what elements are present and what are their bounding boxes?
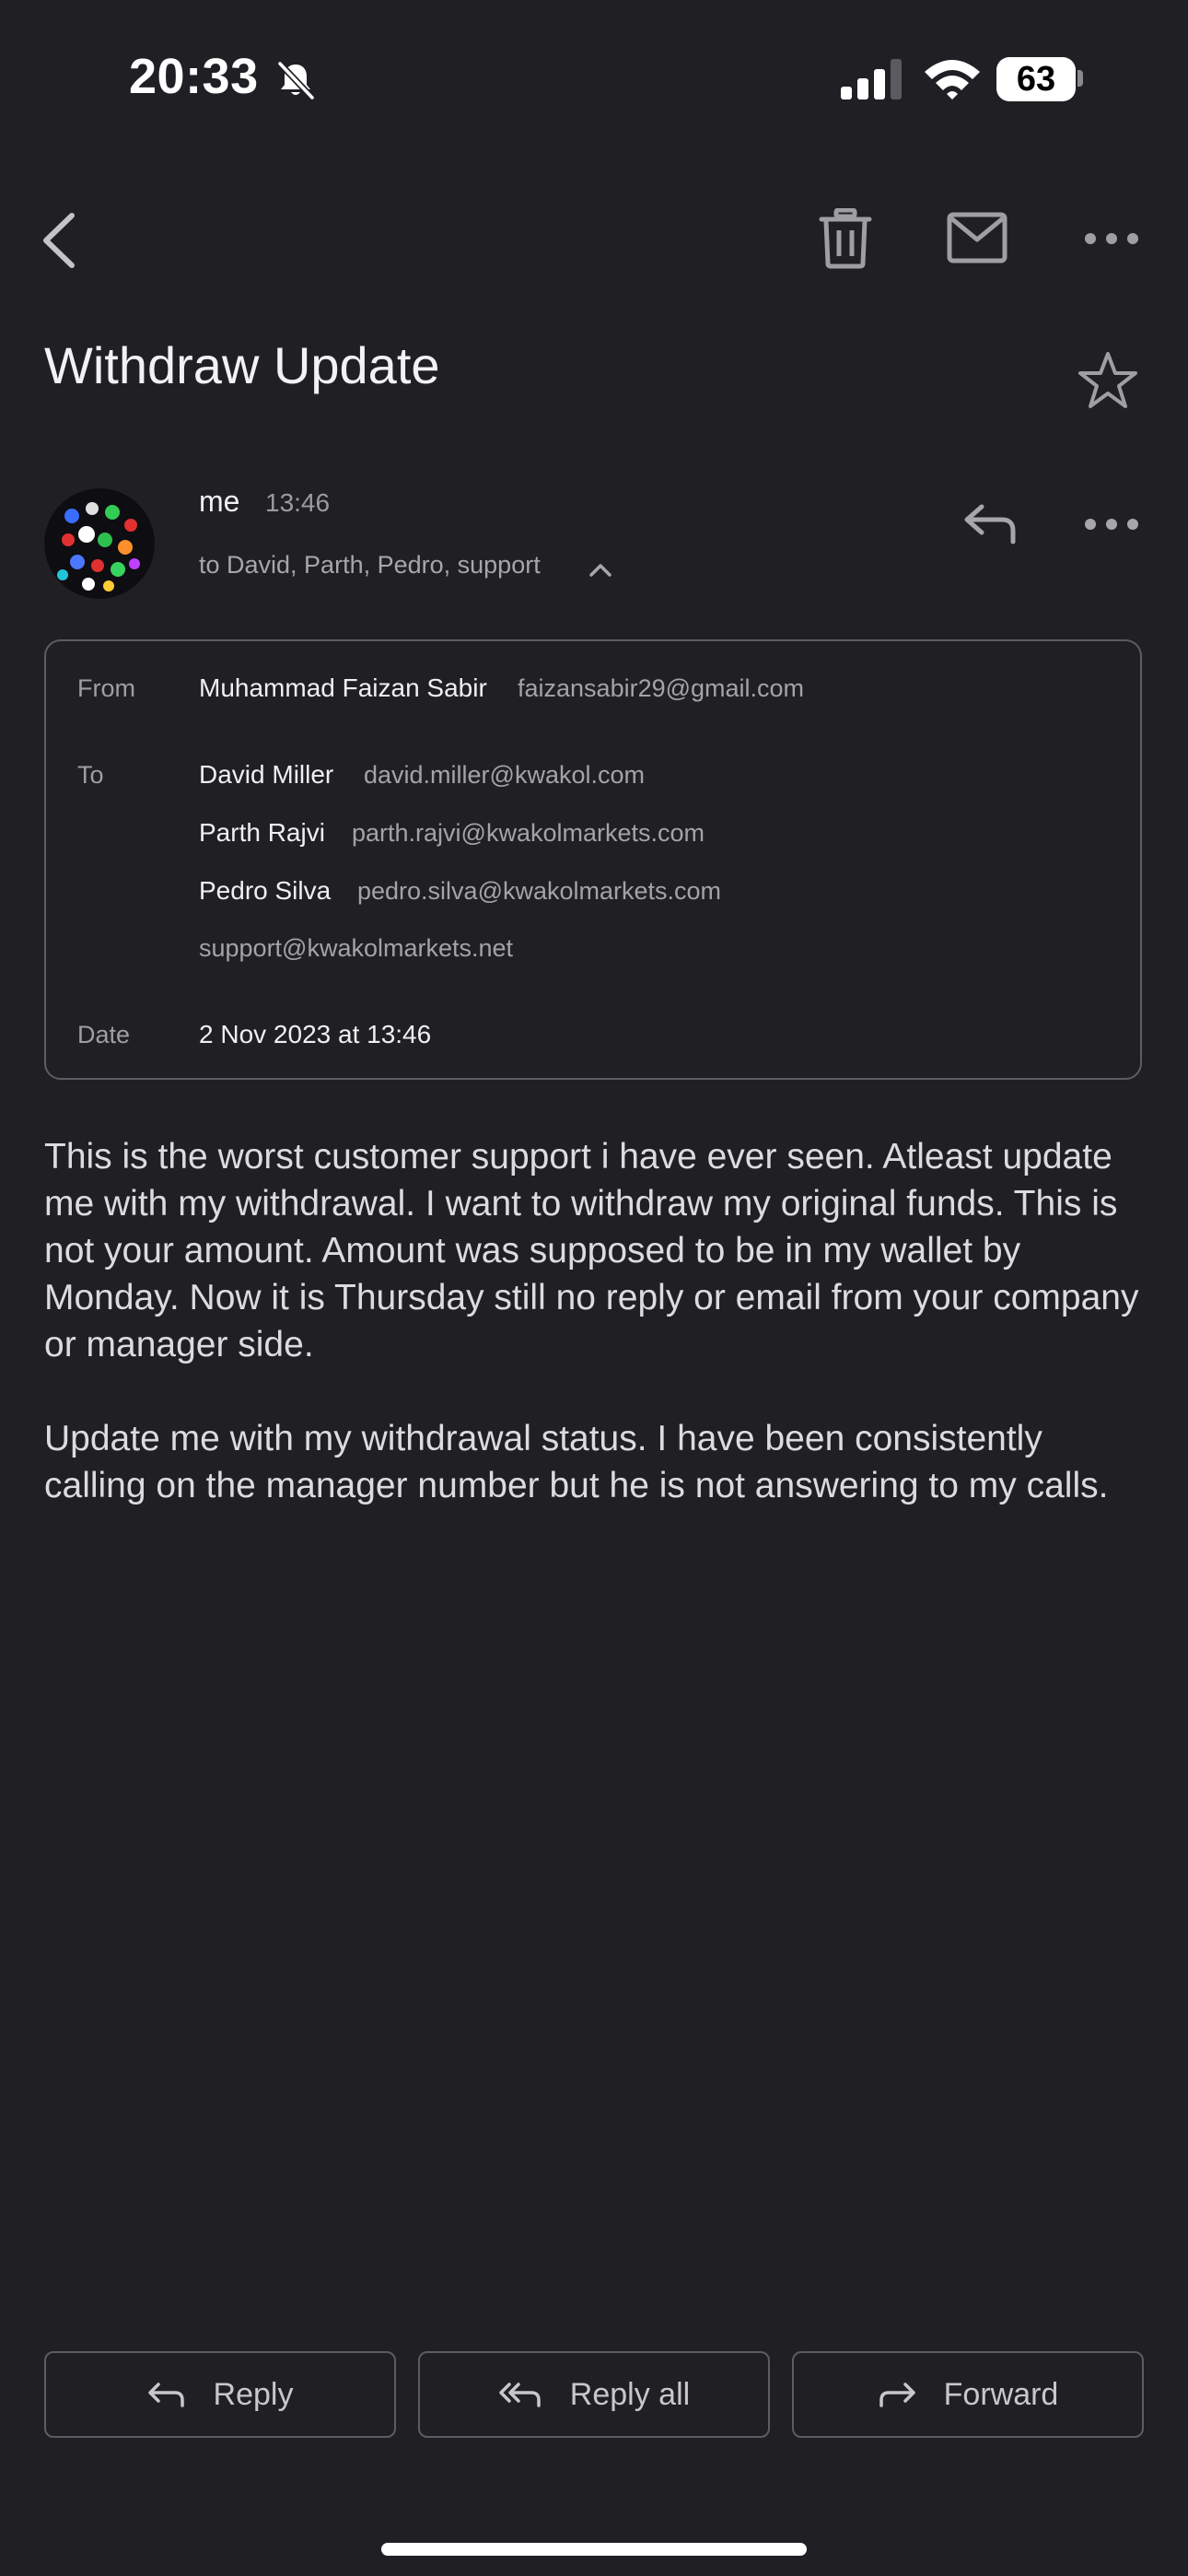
mail-icon[interactable] xyxy=(947,212,1007,263)
to-name-2: Parth Rajvi xyxy=(199,818,325,847)
reply-all-icon xyxy=(498,2381,542,2408)
email-subject: Withdraw Update xyxy=(44,336,440,394)
email-details-panel xyxy=(44,639,1142,1080)
to-name-3: Pedro Silva xyxy=(199,876,332,905)
home-indicator[interactable] xyxy=(381,2543,807,2556)
reply-icon[interactable] xyxy=(961,499,1019,547)
signal-icon xyxy=(841,59,903,100)
from-name: Muhammad Faizan Sabir xyxy=(199,673,487,702)
bell-slash-icon xyxy=(274,59,317,101)
from-label: From xyxy=(77,674,135,702)
reply-all-button[interactable] xyxy=(418,2351,770,2438)
to-email-3[interactable]: pedro.silva@kwakolmarkets.com xyxy=(357,877,722,905)
to-name-1: David Miller xyxy=(199,760,334,789)
wifi-icon xyxy=(923,57,982,100)
chevron-up-icon[interactable] xyxy=(588,560,613,579)
to-label: To xyxy=(77,761,104,789)
email-body-paragraph-2: Update me with my withdrawal status. I have been consistently calling on the manager number but he is not answering to my calls. xyxy=(44,1419,1109,1505)
status-time: 20:33 xyxy=(129,49,259,104)
from-email[interactable]: faizansabir29@gmail.com xyxy=(518,674,805,702)
reply-button[interactable] xyxy=(44,2351,396,2438)
message-more-icon[interactable] xyxy=(1083,510,1140,538)
sender-name: me xyxy=(199,485,240,518)
star-icon[interactable] xyxy=(1077,350,1138,411)
forward-label: Forward xyxy=(943,2376,1059,2412)
battery-icon xyxy=(996,57,1076,101)
email-body-paragraph-1: This is the worst customer support i have ever seen. Atleast update me with my withdrawal. I want to withdraw my original funds. This is not your amount. Amount was supposed to be in my wallet by Monday. Now it is Thursday still no reply or email from your company or manager side. xyxy=(44,1137,1139,1364)
date-value: 2 Nov 2023 at 13:46 xyxy=(199,1020,432,1048)
to-email-1[interactable]: david.miller@kwakol.com xyxy=(364,761,645,789)
reply-arrow-icon xyxy=(147,2381,186,2408)
recipients-summary[interactable]: to David, Parth, Pedro, support xyxy=(199,551,541,579)
forward-arrow-icon xyxy=(878,2381,916,2408)
to-email-2[interactable]: parth.rajvi@kwakolmarkets.com xyxy=(352,819,705,847)
reply-all-label: Reply all xyxy=(569,2376,691,2412)
battery-level: 63 xyxy=(1016,59,1056,99)
trash-icon[interactable] xyxy=(818,208,873,269)
avatar xyxy=(44,488,155,599)
more-icon[interactable] xyxy=(1083,225,1140,252)
back-icon[interactable] xyxy=(37,208,83,273)
forward-button[interactable] xyxy=(792,2351,1144,2438)
to-email-4[interactable]: support@kwakolmarkets.net xyxy=(199,934,514,962)
date-label: Date xyxy=(77,1021,131,1048)
battery-cap xyxy=(1077,70,1083,87)
sent-time: 13:46 xyxy=(265,488,331,517)
reply-label: Reply xyxy=(213,2376,294,2412)
